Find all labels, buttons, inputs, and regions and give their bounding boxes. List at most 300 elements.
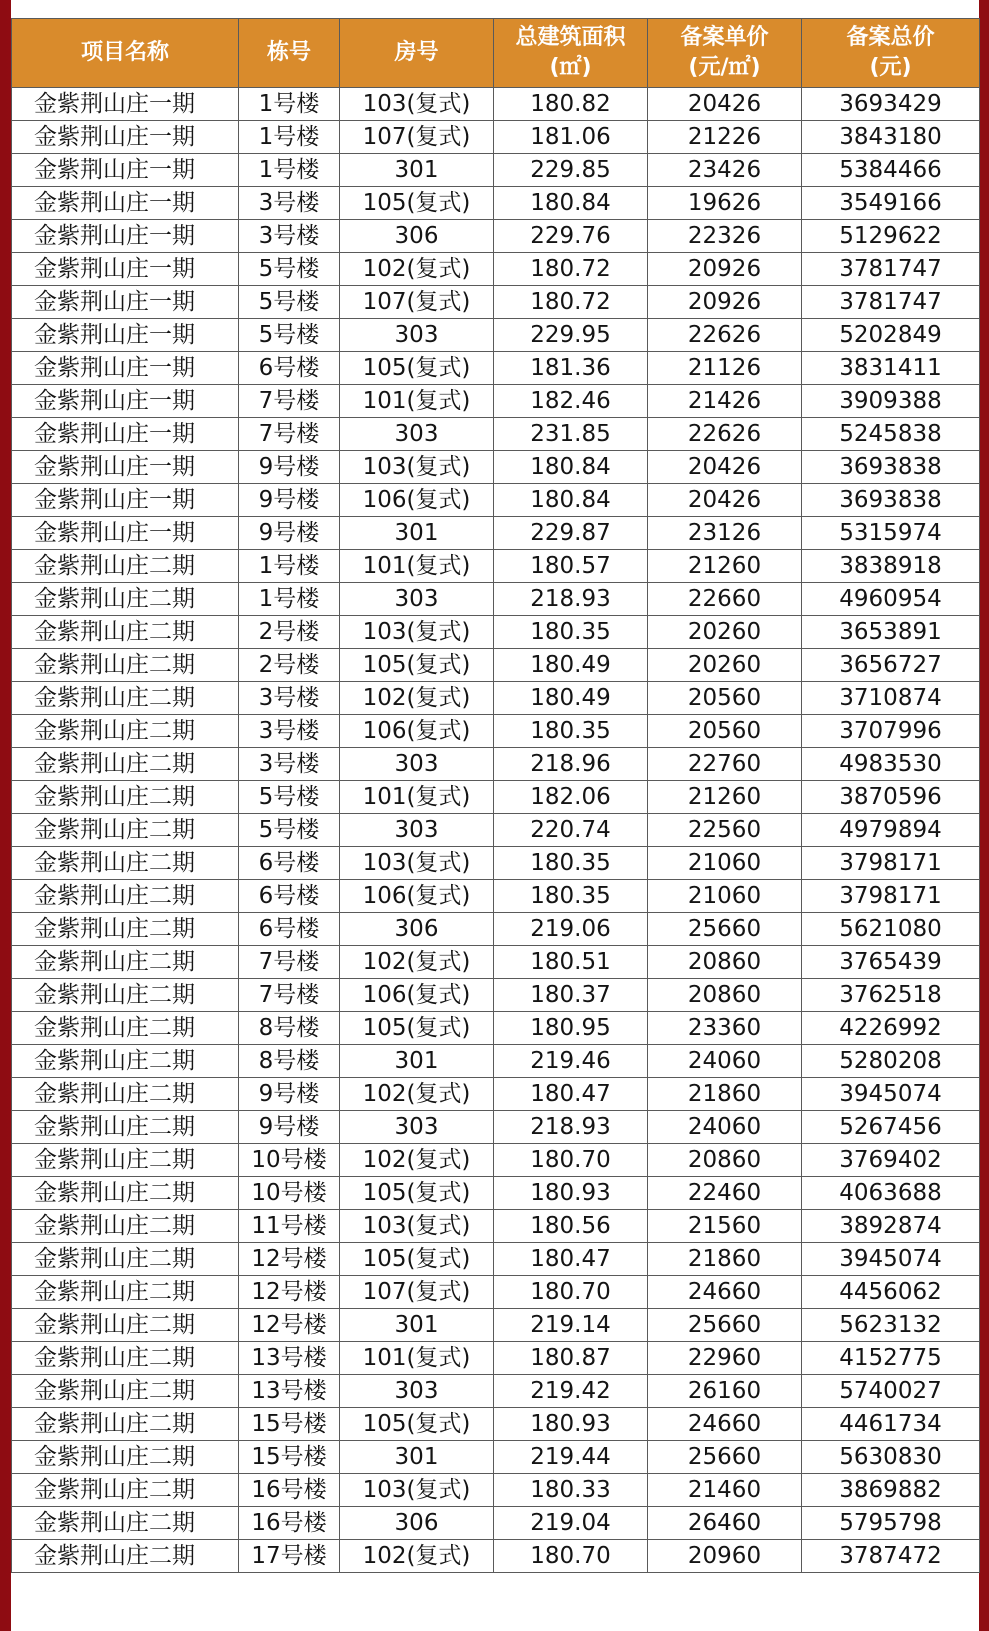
cell-building-no: 9号楼 [239,517,340,550]
cell-total-price: 4983530 [802,748,980,781]
cell-total-area: 229.76 [494,220,648,253]
cell-project-name: 金紫荆山庄一期 [12,121,239,154]
cell-project-name: 金紫荆山庄一期 [12,220,239,253]
cell-room-no: 301 [340,1309,494,1342]
table-row [12,1474,980,1507]
cell-building-no: 7号楼 [239,979,340,1012]
header-building-no: 栋号 [239,19,340,88]
cell-total-area: 180.57 [494,550,648,583]
cell-project-name: 金紫荆山庄二期 [12,946,239,979]
cell-total-area: 180.70 [494,1540,648,1573]
cell-project-name: 金紫荆山庄一期 [12,517,239,550]
cell-unit-price: 25660 [648,1441,802,1474]
cell-unit-price: 24660 [648,1276,802,1309]
cell-building-no: 6号楼 [239,847,340,880]
cell-building-no: 3号楼 [239,748,340,781]
cell-building-no: 5号楼 [239,253,340,286]
cell-unit-price: 23360 [648,1012,802,1045]
cell-building-no: 9号楼 [239,451,340,484]
header-room-no: 房号 [340,19,494,88]
cell-unit-price: 20260 [648,649,802,682]
cell-total-area: 180.70 [494,1144,648,1177]
cell-total-area: 180.35 [494,847,648,880]
cell-total-area: 181.06 [494,121,648,154]
cell-project-name: 金紫荆山庄二期 [12,1243,239,1276]
cell-total-area: 229.85 [494,154,648,187]
cell-total-price: 3762518 [802,979,980,1012]
header-total-price: 备案总价 (元) [802,19,980,88]
cell-room-no: 106(复式) [340,880,494,913]
cell-building-no: 9号楼 [239,484,340,517]
cell-total-area: 180.33 [494,1474,648,1507]
table-row [12,715,980,748]
cell-total-price: 3653891 [802,616,980,649]
table-row [12,1012,980,1045]
cell-building-no: 1号楼 [239,121,340,154]
cell-project-name: 金紫荆山庄二期 [12,616,239,649]
cell-total-area: 180.70 [494,1276,648,1309]
cell-total-price: 5630830 [802,1441,980,1474]
cell-room-no: 301 [340,154,494,187]
table-row [12,187,980,220]
cell-unit-price: 20926 [648,253,802,286]
cell-total-area: 180.49 [494,682,648,715]
table-row [12,418,980,451]
cell-room-no: 107(复式) [340,121,494,154]
cell-building-no: 12号楼 [239,1309,340,1342]
cell-room-no: 102(复式) [340,682,494,715]
cell-project-name: 金紫荆山庄二期 [12,1210,239,1243]
cell-building-no: 2号楼 [239,616,340,649]
cell-project-name: 金紫荆山庄二期 [12,814,239,847]
cell-room-no: 105(复式) [340,1012,494,1045]
cell-unit-price: 21126 [648,352,802,385]
cell-total-area: 182.46 [494,385,648,418]
cell-room-no: 105(复式) [340,649,494,682]
cell-building-no: 1号楼 [239,88,340,121]
cell-project-name: 金紫荆山庄一期 [12,187,239,220]
cell-project-name: 金紫荆山庄二期 [12,715,239,748]
cell-total-price: 3831411 [802,352,980,385]
table-row [12,1540,980,1573]
table-row [12,154,980,187]
cell-building-no: 9号楼 [239,1111,340,1144]
cell-project-name: 金紫荆山庄一期 [12,154,239,187]
cell-building-no: 5号楼 [239,814,340,847]
cell-total-price: 3909388 [802,385,980,418]
table-row [12,1111,980,1144]
table-row [12,682,980,715]
cell-unit-price: 20426 [648,451,802,484]
cell-total-area: 218.93 [494,583,648,616]
table-row [12,946,980,979]
cell-room-no: 105(复式) [340,1243,494,1276]
cell-room-no: 105(复式) [340,187,494,220]
cell-unit-price: 21260 [648,781,802,814]
cell-unit-price: 20260 [648,616,802,649]
cell-total-area: 219.14 [494,1309,648,1342]
cell-total-price: 5129622 [802,220,980,253]
cell-building-no: 1号楼 [239,583,340,616]
cell-building-no: 5号楼 [239,781,340,814]
cell-total-area: 180.49 [494,649,648,682]
cell-unit-price: 22660 [648,583,802,616]
cell-total-area: 180.72 [494,253,648,286]
cell-total-price: 4226992 [802,1012,980,1045]
table-row [12,1210,980,1243]
cell-total-area: 180.56 [494,1210,648,1243]
cell-total-area: 180.37 [494,979,648,1012]
cell-project-name: 金紫荆山庄二期 [12,1441,239,1474]
cell-total-area: 180.35 [494,616,648,649]
cell-building-no: 17号楼 [239,1540,340,1573]
cell-building-no: 3号楼 [239,187,340,220]
table-row [12,121,980,154]
table-row [12,319,980,352]
cell-total-area: 180.72 [494,286,648,319]
cell-project-name: 金紫荆山庄二期 [12,847,239,880]
cell-room-no: 306 [340,913,494,946]
cell-total-area: 229.87 [494,517,648,550]
cell-total-area: 180.47 [494,1078,648,1111]
cell-unit-price: 23426 [648,154,802,187]
cell-total-price: 3869882 [802,1474,980,1507]
cell-building-no: 9号楼 [239,1078,340,1111]
cell-room-no: 102(复式) [340,253,494,286]
cell-unit-price: 22960 [648,1342,802,1375]
cell-unit-price: 21560 [648,1210,802,1243]
cell-total-area: 180.82 [494,88,648,121]
cell-total-area: 218.96 [494,748,648,781]
cell-total-area: 180.93 [494,1177,648,1210]
table-row [12,1507,980,1540]
cell-room-no: 103(复式) [340,88,494,121]
cell-project-name: 金紫荆山庄二期 [12,880,239,913]
cell-room-no: 103(复式) [340,847,494,880]
cell-project-name: 金紫荆山庄一期 [12,484,239,517]
table-row [12,517,980,550]
cell-total-area: 219.42 [494,1375,648,1408]
cell-total-area: 229.95 [494,319,648,352]
table-row [12,352,980,385]
cell-room-no: 306 [340,1507,494,1540]
cell-unit-price: 22626 [648,418,802,451]
cell-project-name: 金紫荆山庄二期 [12,1177,239,1210]
table-row [12,1309,980,1342]
cell-total-price: 3787472 [802,1540,980,1573]
cell-room-no: 301 [340,517,494,550]
cell-unit-price: 21260 [648,550,802,583]
cell-building-no: 10号楼 [239,1144,340,1177]
cell-unit-price: 25660 [648,1309,802,1342]
table-row [12,748,980,781]
cell-building-no: 16号楼 [239,1507,340,1540]
cell-unit-price: 21226 [648,121,802,154]
table-row [12,484,980,517]
cell-total-area: 218.93 [494,1111,648,1144]
cell-project-name: 金紫荆山庄二期 [12,1309,239,1342]
cell-project-name: 金紫荆山庄一期 [12,385,239,418]
cell-project-name: 金紫荆山庄二期 [12,1375,239,1408]
cell-room-no: 106(复式) [340,979,494,1012]
cell-building-no: 8号楼 [239,1045,340,1078]
cell-unit-price: 22560 [648,814,802,847]
cell-total-price: 3693429 [802,88,980,121]
table-row [12,1078,980,1111]
cell-building-no: 7号楼 [239,385,340,418]
cell-project-name: 金紫荆山庄二期 [12,1012,239,1045]
cell-project-name: 金紫荆山庄一期 [12,286,239,319]
cell-building-no: 16号楼 [239,1474,340,1507]
cell-total-price: 5795798 [802,1507,980,1540]
cell-building-no: 12号楼 [239,1276,340,1309]
cell-total-price: 3765439 [802,946,980,979]
cell-unit-price: 21460 [648,1474,802,1507]
table-row [12,880,980,913]
cell-building-no: 10号楼 [239,1177,340,1210]
cell-building-no: 12号楼 [239,1243,340,1276]
cell-project-name: 金紫荆山庄一期 [12,88,239,121]
cell-project-name: 金紫荆山庄二期 [12,1342,239,1375]
cell-building-no: 11号楼 [239,1210,340,1243]
cell-total-area: 219.46 [494,1045,648,1078]
cell-unit-price: 24660 [648,1408,802,1441]
cell-building-no: 2号楼 [239,649,340,682]
cell-building-no: 1号楼 [239,154,340,187]
cell-room-no: 301 [340,1441,494,1474]
cell-building-no: 6号楼 [239,880,340,913]
cell-project-name: 金紫荆山庄二期 [12,649,239,682]
table-row [12,913,980,946]
cell-total-area: 180.35 [494,715,648,748]
header-project-name: 项目名称 [12,19,239,88]
cell-project-name: 金紫荆山庄一期 [12,451,239,484]
cell-room-no: 303 [340,319,494,352]
cell-total-price: 5315974 [802,517,980,550]
cell-room-no: 106(复式) [340,484,494,517]
cell-project-name: 金紫荆山庄二期 [12,1111,239,1144]
table-row [12,814,980,847]
cell-project-name: 金紫荆山庄二期 [12,781,239,814]
cell-project-name: 金紫荆山庄二期 [12,1144,239,1177]
cell-room-no: 101(复式) [340,1342,494,1375]
table-row [12,1177,980,1210]
cell-total-area: 180.35 [494,880,648,913]
cell-room-no: 102(复式) [340,946,494,979]
cell-total-price: 4461734 [802,1408,980,1441]
cell-project-name: 金紫荆山庄二期 [12,1540,239,1573]
cell-total-area: 181.36 [494,352,648,385]
cell-room-no: 303 [340,583,494,616]
cell-project-name: 金紫荆山庄一期 [12,319,239,352]
cell-project-name: 金紫荆山庄二期 [12,1045,239,1078]
table-row [12,583,980,616]
cell-room-no: 102(复式) [340,1540,494,1573]
table-row [12,220,980,253]
cell-unit-price: 22760 [648,748,802,781]
cell-total-price: 5280208 [802,1045,980,1078]
table-row [12,451,980,484]
cell-total-area: 231.85 [494,418,648,451]
cell-unit-price: 21860 [648,1243,802,1276]
table-row [12,88,980,121]
cell-unit-price: 20860 [648,979,802,1012]
cell-building-no: 3号楼 [239,715,340,748]
cell-total-price: 5621080 [802,913,980,946]
cell-room-no: 103(复式) [340,1474,494,1507]
cell-project-name: 金紫荆山庄二期 [12,1276,239,1309]
cell-total-price: 3656727 [802,649,980,682]
table-row [12,1144,980,1177]
table-row [12,550,980,583]
cell-total-area: 182.06 [494,781,648,814]
cell-total-area: 180.95 [494,1012,648,1045]
cell-unit-price: 24060 [648,1111,802,1144]
cell-total-price: 3945074 [802,1078,980,1111]
cell-room-no: 105(复式) [340,1408,494,1441]
cell-building-no: 3号楼 [239,682,340,715]
cell-unit-price: 22326 [648,220,802,253]
table-row [12,253,980,286]
cell-total-area: 180.84 [494,187,648,220]
cell-unit-price: 20426 [648,88,802,121]
cell-total-area: 180.84 [494,484,648,517]
cell-total-price: 5384466 [802,154,980,187]
cell-project-name: 金紫荆山庄二期 [12,979,239,1012]
cell-total-price: 4456062 [802,1276,980,1309]
cell-unit-price: 20860 [648,1144,802,1177]
table-row [12,1276,980,1309]
cell-project-name: 金紫荆山庄二期 [12,583,239,616]
table-row [12,616,980,649]
cell-room-no: 103(复式) [340,451,494,484]
table-row [12,1045,980,1078]
cell-total-area: 220.74 [494,814,648,847]
cell-building-no: 6号楼 [239,352,340,385]
table-row [12,781,980,814]
cell-total-price: 3710874 [802,682,980,715]
cell-room-no: 103(复式) [340,616,494,649]
cell-total-area: 219.04 [494,1507,648,1540]
cell-total-price: 3945074 [802,1243,980,1276]
cell-building-no: 7号楼 [239,946,340,979]
cell-unit-price: 21860 [648,1078,802,1111]
cell-room-no: 303 [340,1111,494,1144]
cell-room-no: 105(复式) [340,352,494,385]
cell-total-price: 4152775 [802,1342,980,1375]
cell-unit-price: 21060 [648,880,802,913]
cell-unit-price: 20860 [648,946,802,979]
cell-total-price: 3870596 [802,781,980,814]
cell-room-no: 101(复式) [340,781,494,814]
cell-project-name: 金紫荆山庄一期 [12,418,239,451]
cell-building-no: 5号楼 [239,286,340,319]
cell-total-price: 4063688 [802,1177,980,1210]
cell-total-price: 3798171 [802,847,980,880]
table-row [12,1441,980,1474]
cell-building-no: 13号楼 [239,1375,340,1408]
cell-unit-price: 20560 [648,715,802,748]
cell-project-name: 金紫荆山庄一期 [12,352,239,385]
cell-project-name: 金紫荆山庄二期 [12,550,239,583]
table-row [12,1243,980,1276]
cell-room-no: 303 [340,418,494,451]
cell-total-price: 3707996 [802,715,980,748]
table-row [12,1408,980,1441]
cell-unit-price: 26160 [648,1375,802,1408]
cell-total-price: 3693838 [802,484,980,517]
cell-unit-price: 24060 [648,1045,802,1078]
cell-total-price: 5623132 [802,1309,980,1342]
cell-room-no: 101(复式) [340,550,494,583]
cell-unit-price: 22626 [648,319,802,352]
cell-total-price: 5740027 [802,1375,980,1408]
cell-total-price: 3843180 [802,121,980,154]
cell-unit-price: 25660 [648,913,802,946]
cell-room-no: 303 [340,1375,494,1408]
table-row [12,847,980,880]
cell-building-no: 6号楼 [239,913,340,946]
cell-building-no: 15号楼 [239,1408,340,1441]
header-total-area: 总建筑面积 (㎡) [494,19,648,88]
cell-total-price: 3798171 [802,880,980,913]
cell-total-price: 3781747 [802,286,980,319]
header-unit-price: 备案单价 (元/㎡) [648,19,802,88]
cell-unit-price: 22460 [648,1177,802,1210]
cell-room-no: 301 [340,1045,494,1078]
cell-unit-price: 23126 [648,517,802,550]
cell-total-area: 180.87 [494,1342,648,1375]
cell-total-price: 3549166 [802,187,980,220]
cell-room-no: 107(复式) [340,286,494,319]
cell-unit-price: 19626 [648,187,802,220]
cell-project-name: 金紫荆山庄一期 [12,253,239,286]
cell-total-price: 3781747 [802,253,980,286]
cell-unit-price: 26460 [648,1507,802,1540]
table-row [12,286,980,319]
cell-room-no: 106(复式) [340,715,494,748]
cell-room-no: 102(复式) [340,1144,494,1177]
cell-building-no: 13号楼 [239,1342,340,1375]
cell-total-price: 3838918 [802,550,980,583]
cell-total-area: 180.93 [494,1408,648,1441]
cell-total-area: 219.06 [494,913,648,946]
cell-total-area: 219.44 [494,1441,648,1474]
cell-room-no: 303 [340,814,494,847]
cell-building-no: 15号楼 [239,1441,340,1474]
cell-total-area: 180.47 [494,1243,648,1276]
cell-unit-price: 20926 [648,286,802,319]
table-row [12,1375,980,1408]
cell-total-price: 3892874 [802,1210,980,1243]
cell-project-name: 金紫荆山庄二期 [12,1507,239,1540]
cell-building-no: 3号楼 [239,220,340,253]
table-row [12,979,980,1012]
cell-total-price: 3693838 [802,451,980,484]
cell-building-no: 8号楼 [239,1012,340,1045]
cell-total-price: 5245838 [802,418,980,451]
cell-room-no: 102(复式) [340,1078,494,1111]
cell-total-price: 4960954 [802,583,980,616]
cell-project-name: 金紫荆山庄二期 [12,1408,239,1441]
cell-room-no: 101(复式) [340,385,494,418]
cell-total-area: 180.84 [494,451,648,484]
cell-room-no: 105(复式) [340,1177,494,1210]
cell-building-no: 1号楼 [239,550,340,583]
cell-total-price: 5202849 [802,319,980,352]
cell-total-area: 180.51 [494,946,648,979]
cell-unit-price: 21060 [648,847,802,880]
